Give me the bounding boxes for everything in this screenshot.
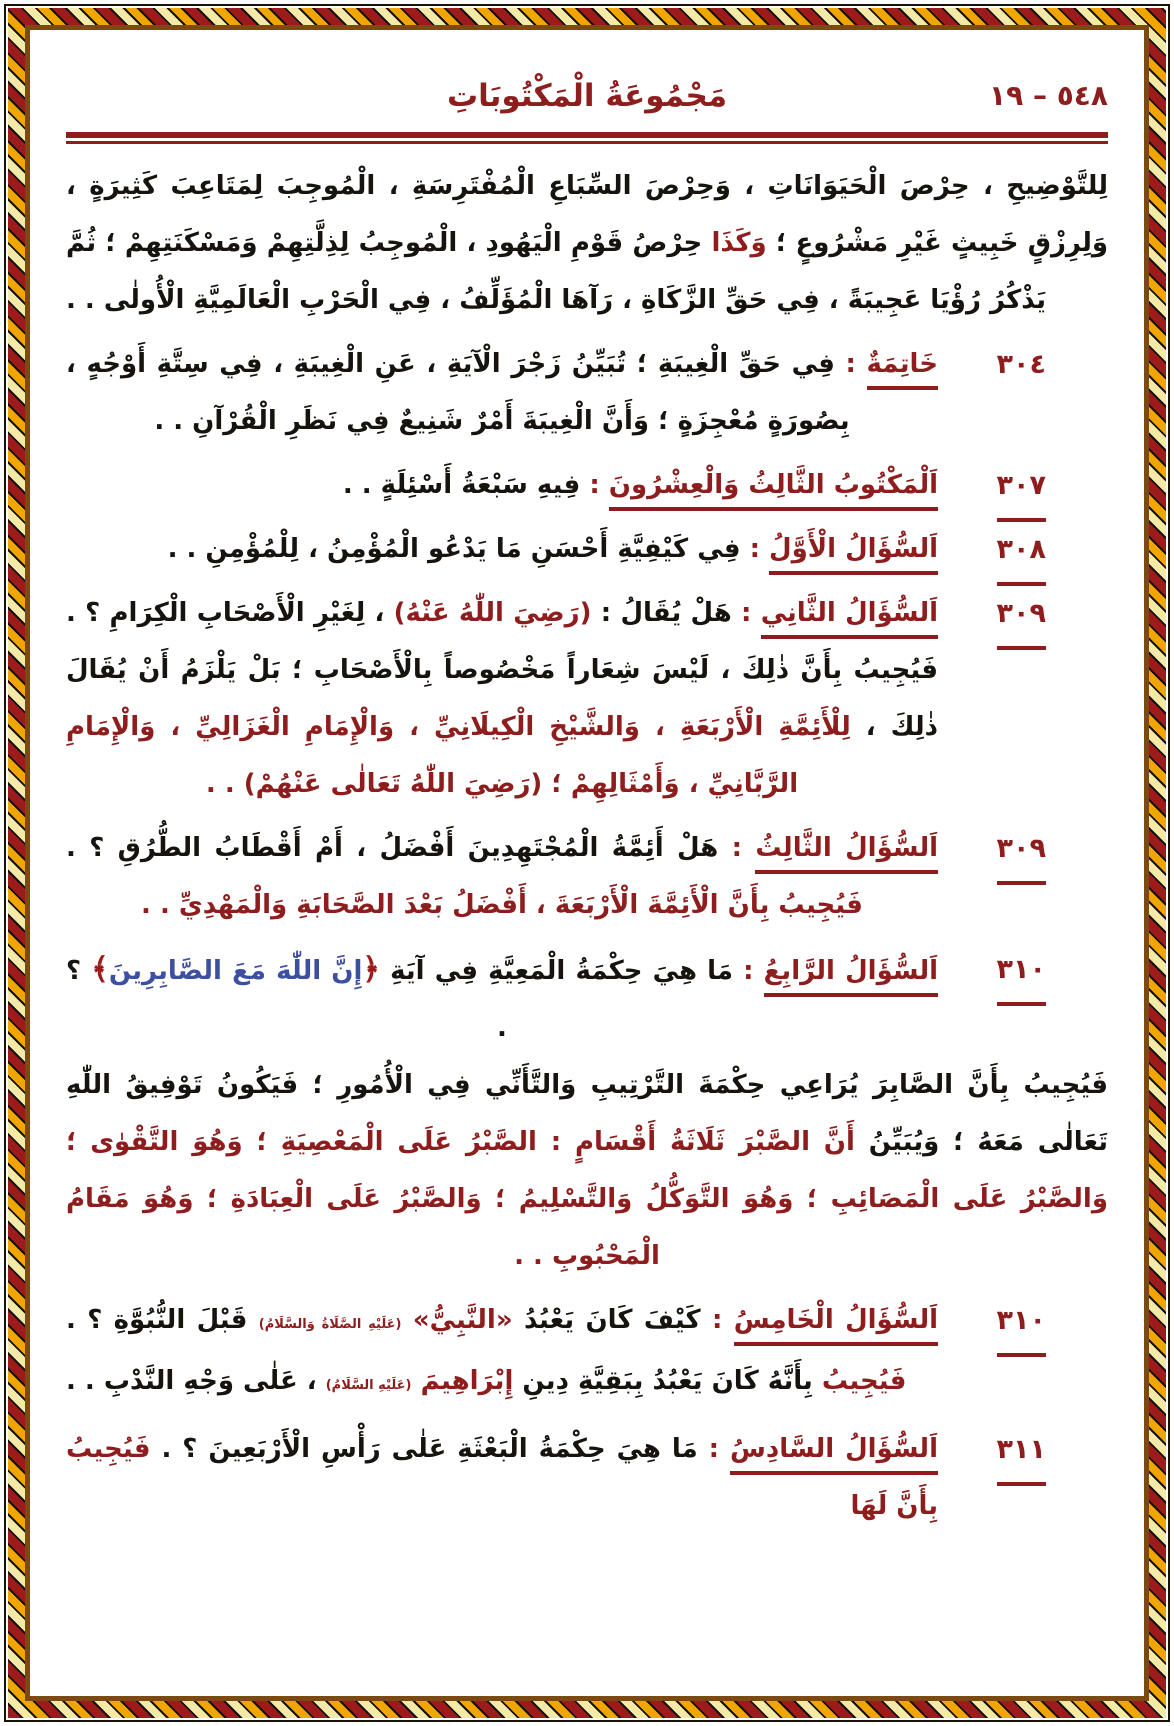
outer-border	[4, 4, 1170, 1722]
entry-307-body: فِيهِ سَبْعَةُ أَسْئِلَةٍ . .	[342, 470, 581, 500]
intro-text-cont: حِرْصُ قَوْمِ الْيَهُودِ ، الْمُوجِبُ لِذِلَّتِهِمْ وَمَسْكَنَتِهِمْ ؛ ثُمَّ يَذْكُرُ رُؤْيَا عَجِيبَةً ، فِي حَقِّ الزَّكَاةِ ، رَآهَا الْمُؤَلِّفُ ، فِي الْحَرْبِ الْعَالَمِيَّةِ الْأُولٰى . .	[66, 228, 1047, 315]
entry-309	[66, 585, 1108, 813]
entry-310-question-end: ؟ .	[66, 956, 507, 1043]
entry-310b	[66, 1292, 1108, 1414]
salawat-seal: (عَلَيْهِ الصَّلَاةُ وَالسَّلَامُ)	[258, 1317, 402, 1332]
entry-308-heading: اَلسُّؤَالُ الْأَوَّلُ	[769, 534, 938, 575]
inner-brown-border	[25, 25, 1149, 1701]
entry-310	[66, 941, 1108, 1285]
entry-304-number: ٣٠٤	[996, 349, 1046, 380]
intro-text: لِلتَّوْضِيحِ ، حِرْصَ الْحَيَوَانَاتِ ، وَحِرْصَ السِّبَاعِ الْمُفْتَرِسَةِ ، الْمُوجِبَ لِمَتَاعِبَ كَثِيرَةٍ ، وَلِرِزْقٍ خَبِيثٍ غَيْرِ مَشْرُوعٍ ؛	[66, 171, 1109, 258]
verse-close-ornament: ﴾	[91, 952, 109, 987]
entry-309b-number: ٣٠٩	[997, 820, 1046, 885]
entry-307	[66, 457, 1108, 514]
entry-309-question: هَلْ يُقَالُ :	[591, 598, 732, 628]
entry-309-colon: :	[731, 598, 761, 628]
entry-304-heading: خَاتِمَةٌ	[867, 349, 938, 390]
entry-309-number: ٣٠٩	[997, 585, 1046, 650]
entry-311-question: مَا هِيَ حِكْمَةُ الْبَعْثَةِ عَلٰى رَأْسِ الْأَرْبَعِينَ ؟ .	[150, 1434, 698, 1464]
entry-310b-colon: :	[700, 1305, 734, 1335]
entry-310b-answer-end: ، عَلٰى وَجْهِ النَّدْبِ . .	[66, 1366, 326, 1396]
decorative-braid-border	[8, 8, 1166, 1718]
entry-308	[66, 521, 1108, 578]
page-area	[30, 30, 1144, 1696]
entry-309b-colon: :	[718, 833, 756, 863]
entry-307-number: ٣٠٧	[997, 457, 1046, 522]
page-header	[66, 70, 1108, 122]
entry-311-number: ٣١١	[997, 1421, 1046, 1486]
entry-308-colon: :	[740, 534, 770, 564]
entry-307-heading: اَلْمَكْتُوبُ الثَّالِثُ وَالْعِشْرُونَ	[609, 470, 938, 511]
entry-304-body: فِي حَقِّ الْغِيبَةِ ؛ تُبَيِّنُ زَجْرَ الْآيَةِ ، عَنِ الْغِيبَةِ ، فِي سِتَّةِ أَوْجُهٍ ، بِصُورَةٍ مُعْجِزَةٍ ؛ وَأَنَّ الْغِيبَةَ أَمْرٌ شَنِيعٌ فِي نَظَرِ الْقُرْآنِ . .	[66, 349, 850, 436]
entry-304-colon: :	[834, 349, 867, 379]
verse-open-ornament: ﴿	[362, 952, 380, 987]
entry-309b-heading: اَلسُّؤَالُ الثَّالِثُ	[755, 833, 938, 874]
entry-310-heading: اَلسُّؤَالُ الرَّابِعُ	[764, 956, 938, 997]
page-title: مَجْمُوعَةُ الْمَكْتُوبَاتِ	[446, 78, 728, 114]
header-double-rule	[66, 132, 1108, 144]
rule-thick-line	[66, 132, 1108, 138]
entry-311	[66, 1421, 1108, 1535]
entry-310b-heading: اَلسُّؤَالُ الْخَامِسُ	[734, 1305, 938, 1346]
entry-310-answer	[66, 1057, 1108, 1285]
entry-304	[66, 336, 1108, 450]
entry-308-body: فِي كَيْفِيَّةِ أَحْسَنِ مَا يَدْعُو الْمُؤْمِنُ ، لِلْمُؤْمِنِ . .	[167, 534, 741, 564]
entry-309b	[66, 820, 1108, 934]
entry-309-heading: اَلسُّؤَالُ الثَّانِي	[761, 598, 938, 639]
intro-paragraph	[66, 158, 1108, 329]
entry-309-radiallahu: (رَضِيَ اللّٰهُ عَنْهُ)	[393, 598, 592, 628]
entry-309b-answer-highlight: فَيُجِيبُ بِأَنَّ الْأَئِمَّةَ الْأَرْبَعَةَ ، أَفْضَلُ بَعْدَ الصَّحَابَةِ وَالْمَهْدِيِّ . .	[141, 890, 863, 920]
entry-309-answer-highlight: لِلْأَئِمَّةِ الْأَرْبَعَةِ ، وَالشَّيْخِ الْكِيلَانِيِّ ، وَالْإِمَامِ الْغَزَالِيِّ ، وَالْإِمَامِ الرَّبَّانِيِّ ، وَأَمْثَالِهِمْ ؛ (رَضِيَ اللّٰهُ تَعَالٰى عَنْهُمْ) . .	[66, 712, 851, 799]
rule-thin-line	[66, 141, 1108, 144]
page-number: ٥٤٨ – ١٩	[989, 79, 1108, 112]
ibrahim-name: إِبْرَاهِيمَ	[420, 1366, 514, 1396]
page-content	[66, 70, 1108, 1535]
entry-308-number: ٣٠٨	[997, 521, 1046, 586]
entry-310-question: مَا هِيَ حِكْمَةُ الْمَعِيَّةِ فِي آيَةِ	[379, 956, 733, 986]
entry-309b-question: هَلْ أَئِمَّةُ الْمُجْتَهِدِينَ أَفْضَلُ ، أَمْ أَقْطَابُ الطُّرُقِ ؟ .	[66, 833, 719, 863]
entry-310b-question: كَيْفَ كَانَ يَعْبُدُ	[512, 1305, 701, 1335]
entry-310b-answer: بِأَنَّهُ كَانَ يَعْبُدُ بِبَقِيَّةِ دِينِ	[513, 1366, 822, 1396]
entry-310-answer-highlight: أَنَّ الصَّبْرَ ثَلَاثَةُ أَقْسَامٍ : الصَّبْرُ عَلَى الْمَعْصِيَةِ ؛ وَهُوَ التَّقْوٰى ؛ وَالصَّبْرُ عَلَى الْمَصَائِبِ ؛ وَهُوَ التَّوَكُّلُ وَالتَّسْلِيمُ ؛ وَالصَّبْرُ عَلَى الْعِبَادَةِ ؛ وَهُوَ مَقَامُ الْمَحْبُوبِ . .	[66, 1127, 1108, 1271]
entry-309-answer: ، لِغَيْرِ الْأَصْحَابِ الْكِرَامِ ؟ . فَيُجِيبُ بِأَنَّ ذٰلِكَ ، لَيْسَ شِعَاراً مَخْصُوصاً بِالْأَصْحَابِ ؛ بَلْ يَلْزَمُ أَنْ يُقَالَ ذٰلِكَ ،	[66, 598, 938, 742]
entry-311-heading: اَلسُّؤَالُ السَّادِسُ	[730, 1434, 938, 1475]
entry-311-answer-highlight: فَيُجِيبُ بِأَنَّ لَهَا	[66, 1434, 938, 1521]
entry-310-answer-text: فَيُجِيبُ بِأَنَّ الصَّابِرَ يُرَاعِي حِكْمَةَ التَّرْتِيبِ وَالتَّأَنِّي فِي الْأُمُورِ ؛ فَيَكُونُ تَوْفِيقُ اللّٰهِ تَعَالٰى مَعَهُ ؛ وَيُبَيِّنُ	[66, 1070, 1108, 1157]
quran-verse: إِنَّ اللّٰهَ مَعَ الصَّابِرِينَ	[108, 956, 363, 986]
prophet-name: «النَّبِيُّ»	[412, 1305, 513, 1335]
entry-311-colon: :	[697, 1434, 731, 1464]
entry-310b-number: ٣١٠	[997, 1292, 1046, 1357]
alayhis-salam-seal: (عَلَيْهِ السَّلَامُ)	[325, 1378, 412, 1393]
entry-310b-question-end: قَبْلَ النُّبُوَّةِ ؟ .	[66, 1305, 259, 1335]
entry-310-number: ٣١٠	[997, 941, 1046, 1006]
entry-310-colon: :	[733, 956, 764, 986]
entry-307-colon: :	[580, 470, 609, 500]
entry-310b-answer-lead: فَيُجِيبُ	[821, 1366, 907, 1396]
intro-highlight: وَكَذَا	[711, 228, 767, 258]
